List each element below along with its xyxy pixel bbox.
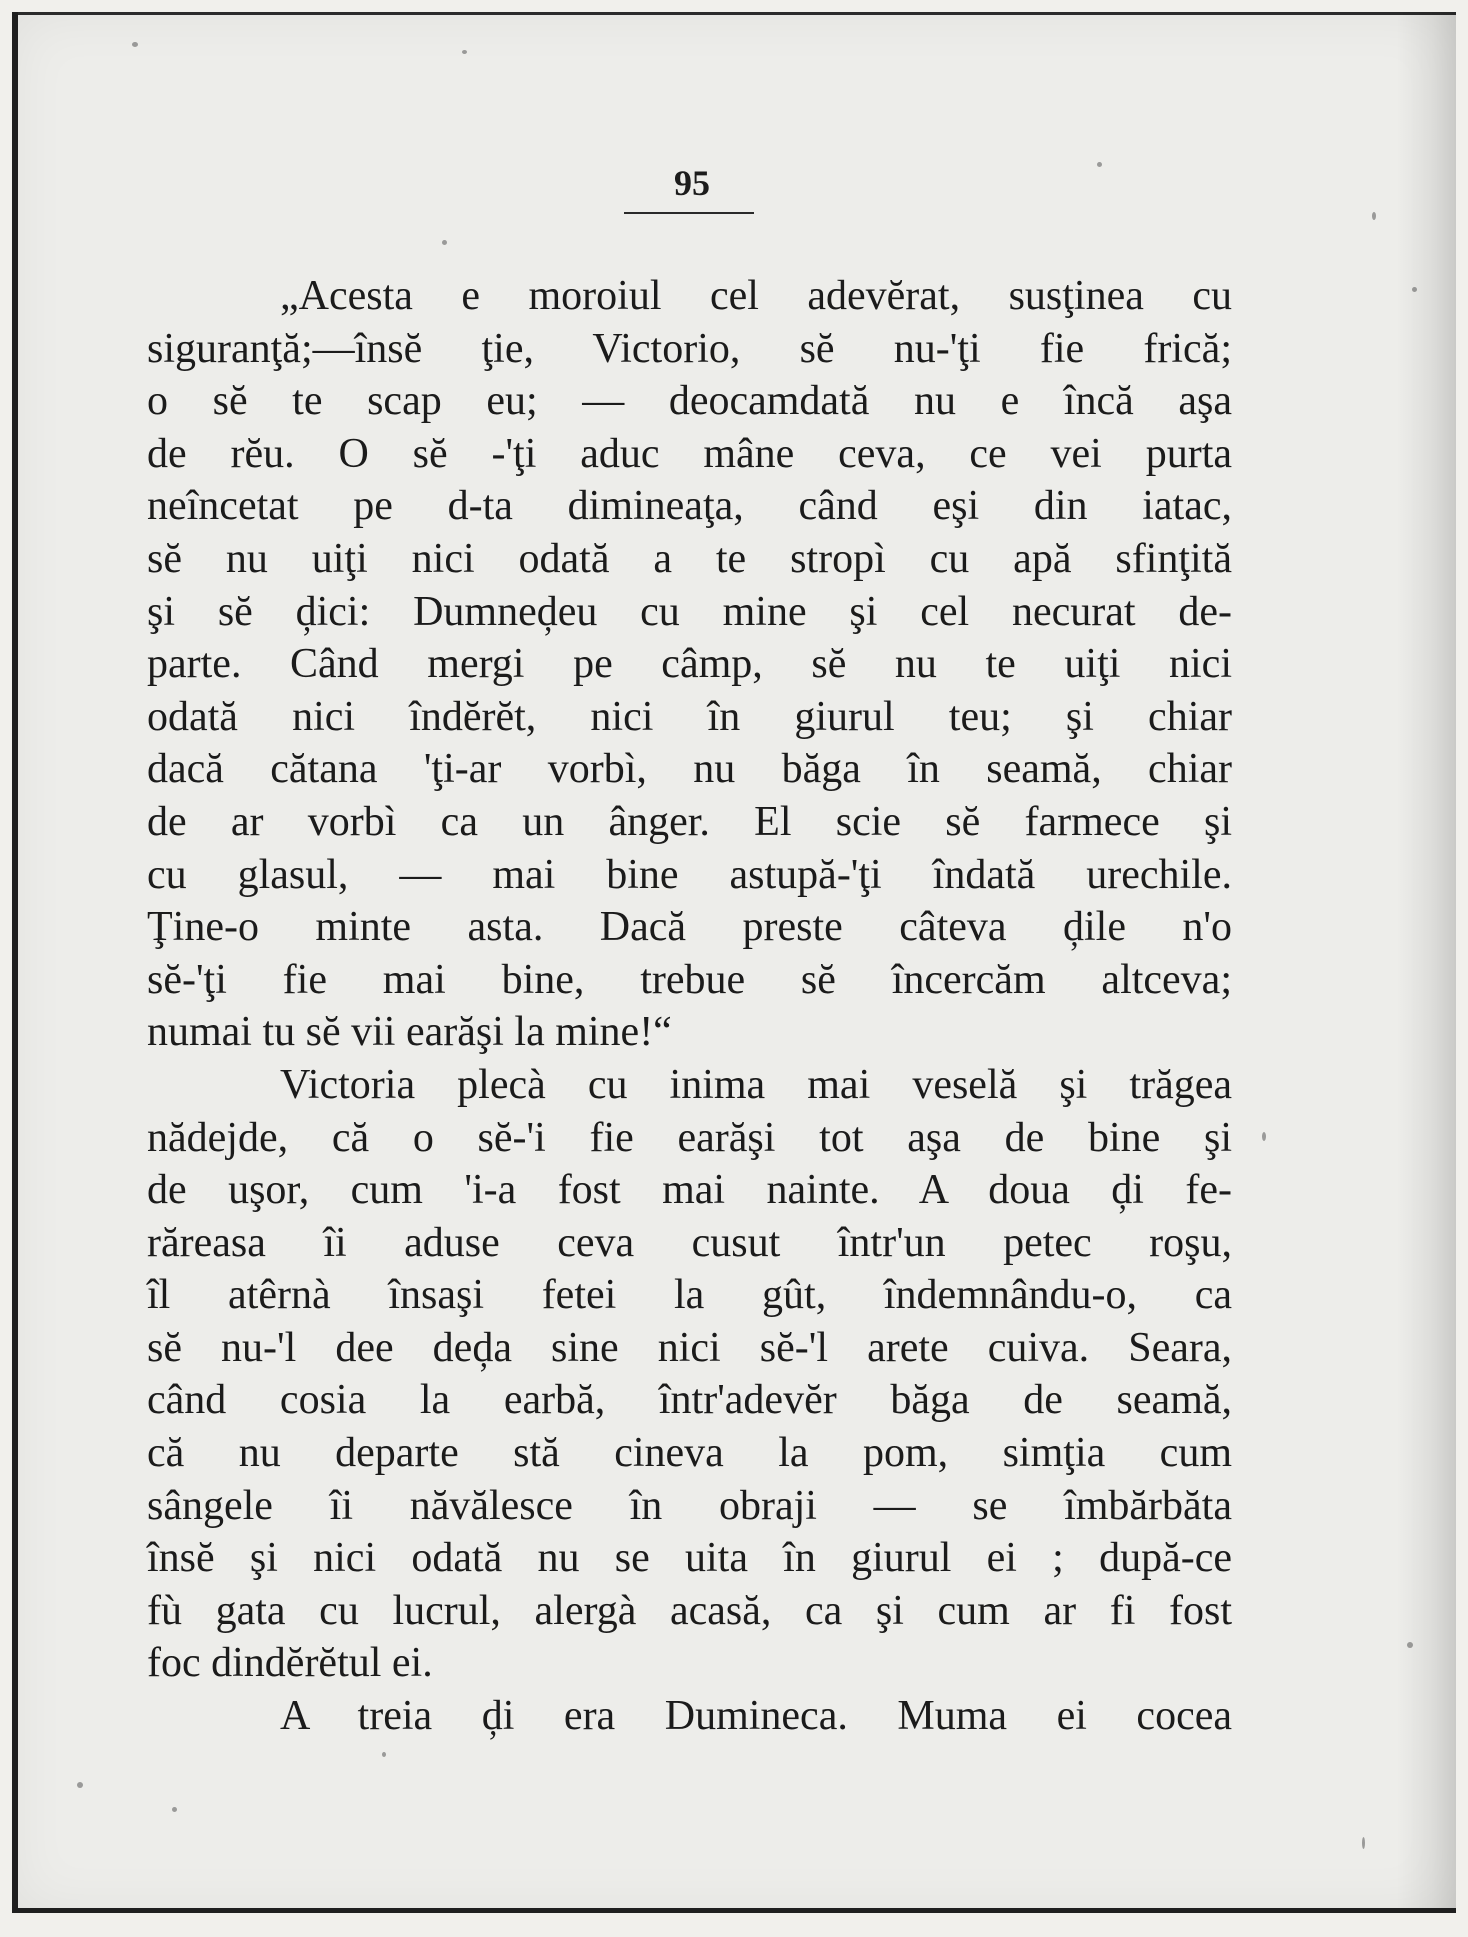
text-line: însĕ şi nici odată nu se uita în giurul ei ; după-ce bbox=[147, 1535, 1232, 1582]
text-line: Victoria plecà cu inima mai veselă şi trăgea bbox=[280, 1061, 1232, 1108]
paper-speck bbox=[1407, 1642, 1413, 1648]
paper-speck bbox=[462, 50, 467, 54]
paper-speck bbox=[77, 1782, 83, 1788]
text-line: neîncetat pe d-ta dimineaţa, când eşi din iatac, bbox=[147, 483, 1232, 530]
text-line: de uşor, cum 'i-a fost mai nainte. A doua ḑi fe- bbox=[147, 1167, 1232, 1214]
book-page bbox=[12, 12, 1456, 1913]
paper-speck bbox=[1412, 287, 1417, 292]
text-line: că nu departe stă cineva la pom, simţia cum bbox=[147, 1430, 1232, 1477]
text-line: A treia ḑi era Dumineca. Muma ei cocea bbox=[280, 1693, 1232, 1740]
text-line: „Acesta e moroiul cel adevĕrat, susţinea cu bbox=[280, 273, 1232, 319]
text-line: o sĕ te scap eu; — deocamdată nu e încă aşa bbox=[147, 378, 1232, 425]
body-text bbox=[147, 270, 1232, 1743]
text-line: dacă cătana 'ţi-ar vorbì, nu băga în seamă, chiar bbox=[147, 746, 1232, 793]
page-edge-bottom bbox=[12, 1908, 1456, 1913]
text-line: şi sĕ ḑici: Dumneḑeu cu mine şi cel necurat de- bbox=[147, 588, 1232, 635]
text-line: Ţine-o minte asta. Dacă preste câteva ḑile n'o bbox=[147, 904, 1232, 951]
paper-speck bbox=[442, 240, 447, 245]
text-line: sĕ-'ţi fie mai bine, trebue sĕ încercăm altceva; bbox=[147, 956, 1232, 1003]
text-line: sĕ nu uiţi nici odată a te stropì cu apă sfinţită bbox=[147, 535, 1232, 582]
page-edge-left bbox=[12, 12, 18, 1913]
text-line: numai tu sĕ vii earăşi la mine!“ bbox=[147, 1009, 672, 1056]
paper-speck bbox=[132, 42, 138, 47]
paper-speck bbox=[1262, 1132, 1266, 1141]
text-line: răreasa îi aduse ceva cusut într'un petec roşu, bbox=[147, 1219, 1232, 1266]
text-line: parte. Când mergi pe câmp, sĕ nu te uiţi nici bbox=[147, 641, 1232, 688]
text-line: de ar vorbì ca un ânger. El scie sĕ farmece şi bbox=[147, 798, 1232, 845]
text-line: fù gata cu lucrul, alergà acasă, ca şi cum ar fi fost bbox=[147, 1587, 1232, 1634]
text-line: sĕ nu-'l dee deḑa sine nici sĕ-'l arete cuiva. Seara, bbox=[147, 1324, 1232, 1371]
page-number: 95 bbox=[674, 163, 710, 203]
text-line: foc dindĕrĕtul ei. bbox=[147, 1640, 433, 1687]
page-number-rule bbox=[624, 212, 754, 214]
text-line: siguranţă;—însĕ ţie, Victorio, sĕ nu-'ţi fie frică; bbox=[147, 325, 1232, 372]
text-line: când cosia la earbă, într'adevĕr băga de seamă, bbox=[147, 1377, 1232, 1424]
text-line: odată nici îndĕrĕt, nici în giurul teu; şi chiar bbox=[147, 693, 1232, 740]
paper-speck bbox=[1362, 1837, 1365, 1849]
paper-speck bbox=[1372, 212, 1376, 220]
paper-speck bbox=[382, 1752, 386, 1757]
page-edge-right bbox=[1396, 12, 1456, 1913]
text-line: de rĕu. O sĕ -'ţi aduc mâne ceva, ce vei purta bbox=[147, 430, 1232, 477]
page-edge-top bbox=[12, 12, 1456, 15]
text-line: nădejde, că o sĕ-'i fie earăşi tot aşa de bine şi bbox=[147, 1114, 1232, 1161]
text-line: sângele îi năvălesce în obraji — se îmbărbăta bbox=[147, 1482, 1232, 1529]
paper-speck bbox=[172, 1807, 177, 1812]
paper-speck bbox=[1097, 162, 1102, 167]
text-line: îl atêrnà însaşi fetei la gût, îndemnându-o, ca bbox=[147, 1272, 1232, 1319]
text-line: cu glasul, — mai bine astupă-'ţi îndată urechile. bbox=[147, 851, 1232, 898]
